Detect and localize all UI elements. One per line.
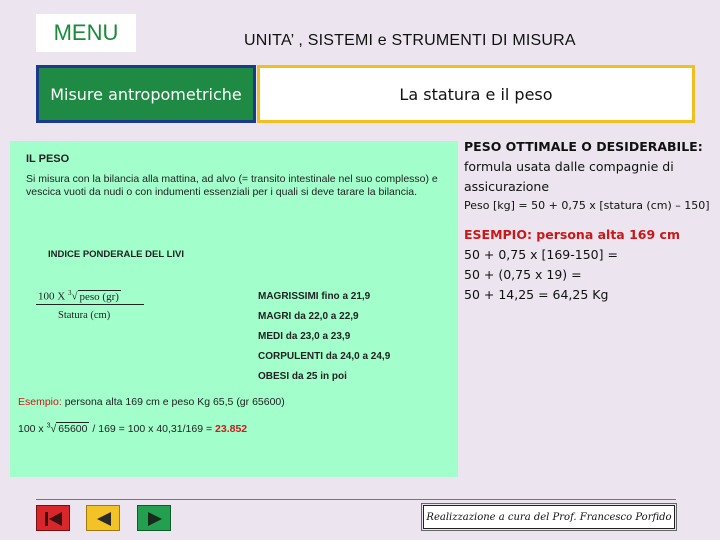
section-button-label: Misure antropometriche <box>50 84 242 104</box>
panel-text: Si misura con la bilancia alla mattina, ad alvo (= transito intestinale nel suo complesso) e vescica vuoti da nudi o con indumenti essenziali per i quali si deve tarare la bilancia. <box>26 173 438 198</box>
menu-label: MENU <box>53 20 119 45</box>
fraction-line <box>36 304 144 305</box>
topic-title-box <box>257 65 695 123</box>
formula-prefix: 100 X <box>38 290 68 303</box>
formula-root-index: 3 <box>67 289 72 297</box>
index-title: INDICE PONDERALE DEL LIVI <box>48 249 185 260</box>
example-step: 50 + (0,75 x 19) = <box>464 267 582 282</box>
optimal-weight-desc: formula usata dalle compagnie di assicurazione <box>464 159 674 194</box>
category-item: OBESI da 25 in poi <box>258 371 347 382</box>
example-step: 50 + 14,25 = 64,25 Kg <box>464 287 609 302</box>
calc-root-index: 3 <box>46 422 51 430</box>
first-page-button[interactable] <box>36 505 70 531</box>
page-title: UNITA’ , SISTEMI e STRUMENTI DI MISURA <box>244 32 576 49</box>
optimal-weight-formula: Peso [kg] = 50 + 0,75 x [statura (cm) – 150] <box>464 199 710 212</box>
formula-numerator: 100 X $^3$√ peso (gr) <box>38 289 119 303</box>
formula-denominator: Statura (cm) <box>58 310 111 321</box>
menu-button[interactable] <box>36 14 136 52</box>
panel-title: IL PESO <box>26 153 70 165</box>
next-icon <box>138 506 172 532</box>
optimal-weight-heading: PESO OTTIMALE O DESIDERABILE: <box>464 139 703 154</box>
section-button-misure-antropometriche[interactable] <box>36 65 256 123</box>
calc-result: 23.852 <box>215 423 248 435</box>
first-page-icon <box>37 506 71 532</box>
category-list <box>258 287 390 387</box>
category-item: MEDI da 23,0 a 23,9 <box>258 331 351 342</box>
topic-title: La statura e il peso <box>399 84 553 104</box>
category-item: MAGRI da 22,0 a 22,9 <box>258 311 359 322</box>
calc-prefix: 100 x <box>18 423 47 435</box>
category-item: CORPULENTI da 24,0 a 24,9 <box>258 351 391 362</box>
previous-button[interactable] <box>86 505 120 531</box>
credit-text: Realizzazione a cura del Prof. Francesco Porfido <box>426 511 672 523</box>
calculation-line: 100 x $^3$√ 65600 / 169 = 100 x 40,31/169 = 23.852 <box>18 422 248 435</box>
right-column <box>464 137 716 305</box>
previous-icon <box>87 506 121 532</box>
calc-rest: / 169 = 100 x 40,31/169 = <box>89 423 216 435</box>
example-line <box>18 396 285 408</box>
peso-info-panel <box>10 141 458 477</box>
example-label: Esempio: <box>18 396 62 408</box>
footer-divider <box>36 499 676 500</box>
category-item: MAGRISSIMI fino a 21,9 <box>258 291 371 302</box>
credit-box <box>423 505 675 529</box>
example-heading: ESEMPIO: persona alta 169 cm <box>464 227 680 242</box>
example-text: persona alta 169 cm e peso Kg 65,5 (gr 65600) <box>61 396 285 408</box>
calc-radicand: 65600 <box>58 423 88 435</box>
next-button[interactable] <box>137 505 171 531</box>
formula-radicand: peso (gr) <box>79 290 119 303</box>
example-step: 50 + 0,75 x [169-150] = <box>464 247 618 262</box>
